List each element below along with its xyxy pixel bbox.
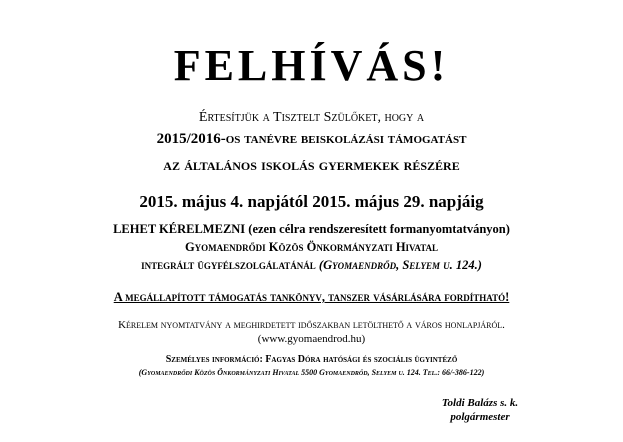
usage-notice-line: A megállapított támogatás tankönyv, tanszer vásárlására fordítható! (113, 290, 510, 304)
website-link[interactable]: (www.gyomaendrod.hu) (257, 333, 366, 345)
service-line (0, 258, 623, 273)
contact-person-line: Személyes információ: Fagyas Dóra hatósági és szociális ügyintéző (165, 354, 458, 365)
target-group-line: az általános iskolás gyermekek részére (163, 155, 460, 174)
date-range-line: 2015. május 4. napjától 2015. május 29. napjáig (139, 192, 484, 211)
school-year-line: 2015/2016-os tanévre beiskolázási támogatást (156, 131, 467, 147)
signature-role: polgármester (450, 411, 510, 423)
download-info-line: Kérelem nyomtatvány a meghirdetett időszakban letölthető a város honlapjáról. (118, 319, 505, 331)
contact-address-line: (Gyomaendrődi Közös Önkormányzati Hivatal 5500 Gyomaendrőd, Selyem u. 124. Tel.: 66/-386-122) (138, 368, 485, 377)
page-title: FELHÍVÁS! (173, 41, 450, 90)
address-text: (Gyomaendrőd, Selyem u. 124.) (318, 258, 482, 272)
service-desk-text: integrált ügyfélszolgálatánál (141, 258, 316, 272)
signature-name: Toldi Balázs s. k. (441, 397, 519, 409)
office-line: Gyomaendrődi Közös Önkormányzati Hivatal (184, 240, 439, 254)
intro-line: Értesítjük a Tisztelt Szülőket, hogy a (198, 110, 425, 125)
application-line: LEHET KÉRELMEZNI (ezen célra rendszeresített formanyomtatványon) (113, 222, 510, 236)
